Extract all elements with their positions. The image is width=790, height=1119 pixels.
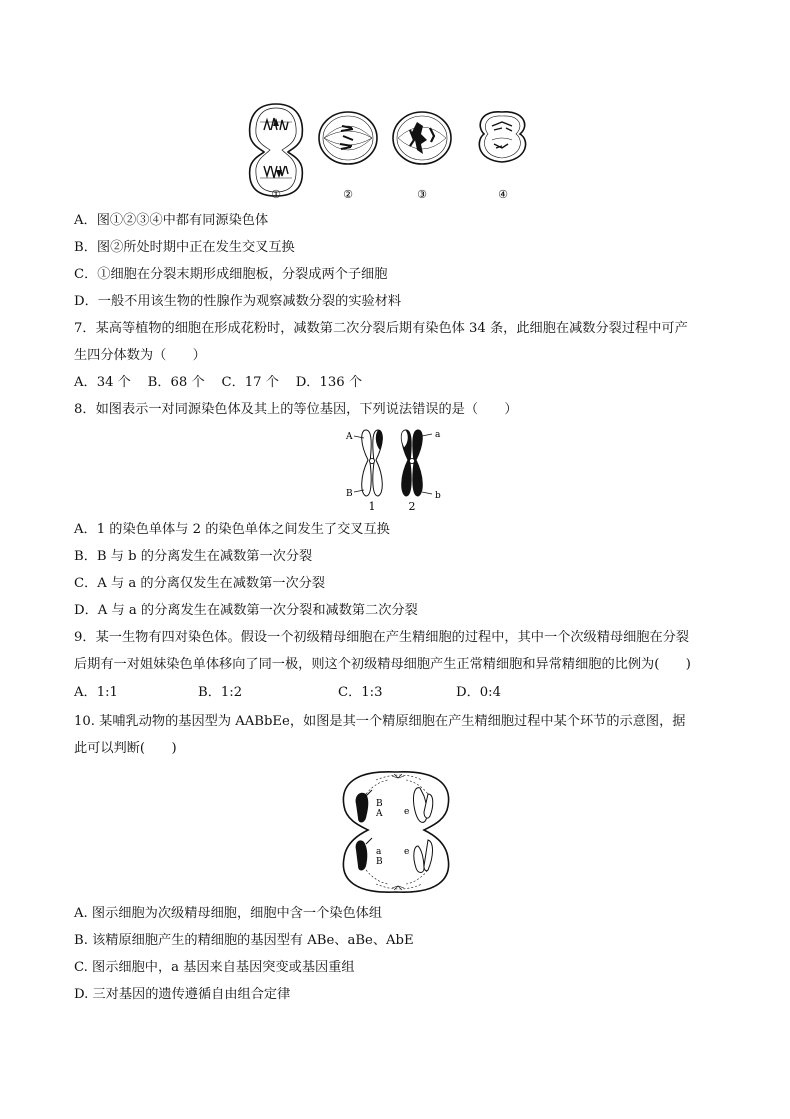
gene-label-top-e: e — [404, 807, 410, 817]
q10-option-c: C. 图示细胞中，a 基因来自基因突变或基因重组 — [74, 960, 355, 975]
q7-options — [74, 374, 362, 392]
chromosome-1 — [354, 430, 383, 496]
q6-cell-figure — [240, 100, 550, 204]
q9-option-a: A．1:1 — [74, 685, 118, 700]
figure-label-4: ④ — [498, 188, 508, 201]
q9-option-d: D．0:4 — [456, 685, 501, 700]
gene-label-bottom-e: e — [404, 847, 410, 857]
cell-2-diagram — [319, 112, 377, 164]
gene-label-top-B: B — [376, 799, 383, 809]
q10-cell-figure — [336, 766, 456, 898]
q10-option-a: A. 图示细胞为次级精母细胞，细胞中含一个染色体组 — [74, 906, 383, 921]
q9-option-b: B．1:2 — [198, 685, 243, 700]
gene-label-top-A: A — [376, 809, 383, 819]
figure-label-2: ② — [343, 188, 353, 201]
q8-option-b: B．B 与 b 的分离发生在减数第一次分裂 — [74, 549, 313, 564]
q7-option-d: D．136 个 — [295, 375, 363, 390]
q6-option-c: C．①细胞在分裂末期形成细胞板，分裂成两个子细胞 — [74, 267, 388, 282]
figure-label-1: ① — [271, 188, 281, 201]
cell-outline — [343, 772, 448, 892]
gene-label-bottom-B: B — [376, 857, 383, 867]
gene-label-bottom-a: a — [376, 847, 382, 857]
q8-chromosome-figure — [340, 424, 450, 514]
chromosome-2 — [401, 430, 432, 496]
q9-option-c: C．1:3 — [338, 685, 383, 700]
q10-stem-line1: 10. 某哺乳动物的基因型为 AABbEe，如图是其一个精原细胞在产生精细胞过程中某个环节的示意图，据 — [74, 714, 686, 729]
q6-option-b: B．图②所处时期中正在发生交叉互换 — [74, 240, 295, 255]
q8-option-a: A．1 的染色单体与 2 的染色单体之间发生了交叉互换 — [74, 522, 390, 537]
q10-option-b: B. 该精原细胞产生的精细胞的基因型有 ABe、aBe、AbE — [74, 933, 414, 948]
q9-stem-line1: 9．某一生物有四对染色体。假设一个初级精母细胞在产生精细胞的过程中，其中一个次级精母细胞在分裂 — [74, 630, 690, 645]
cell-1-diagram — [250, 104, 303, 196]
lower-chromosomes — [356, 838, 433, 873]
chromosome-label-2: 2 — [408, 500, 416, 513]
figure-label-3: ③ — [417, 188, 427, 201]
q6-option-d: D．一般不用该生物的性腺作为观察减数分裂的实验材料 — [74, 294, 402, 309]
q7-option-c: C．17 个 — [221, 375, 279, 390]
cell-4-diagram — [479, 112, 525, 162]
q10-option-d: D. 三对基因的遗传遵循自由组合定律 — [74, 987, 291, 1002]
q7-stem-line1: 7．某高等植物的细胞在形成花粉时，减数第二次分裂后期有染色体 34 条，此细胞在减数分裂过程中可产 — [74, 321, 688, 336]
q8-stem: 8．如图表示一对同源染色体及其上的等位基因，下列说法错误的是（ ） — [74, 402, 518, 417]
q9-stem-line2: 后期有一对姐妹染色单体移向了同一极，则这个初级精母细胞产生正常精细胞和异常精细胞的比例为( ) — [74, 657, 691, 672]
q8-option-d: D．A 与 a 的分离发生在减数第一次分裂和减数第二次分裂 — [74, 603, 418, 618]
gene-label-A: A — [346, 432, 353, 442]
chromosome-label-1: 1 — [368, 500, 376, 513]
q6-option-a: A．图①②③④中都有同源染色体 — [74, 213, 269, 228]
gene-label-a: a — [435, 430, 441, 440]
q7-option-a: A．34 个 — [74, 375, 131, 390]
q7-stem-line2: 生四分体数为（ ） — [74, 348, 206, 363]
q7-option-b: B．68 个 — [147, 375, 205, 390]
q10-stem-line2: 此可以判断( ) — [74, 741, 177, 756]
gene-label-B: B — [346, 489, 353, 499]
q8-option-c: C．A 与 a 的分离仅发生在减数第一次分裂 — [74, 576, 326, 591]
gene-label-b: b — [435, 491, 441, 501]
cell-3-diagram — [393, 112, 451, 164]
